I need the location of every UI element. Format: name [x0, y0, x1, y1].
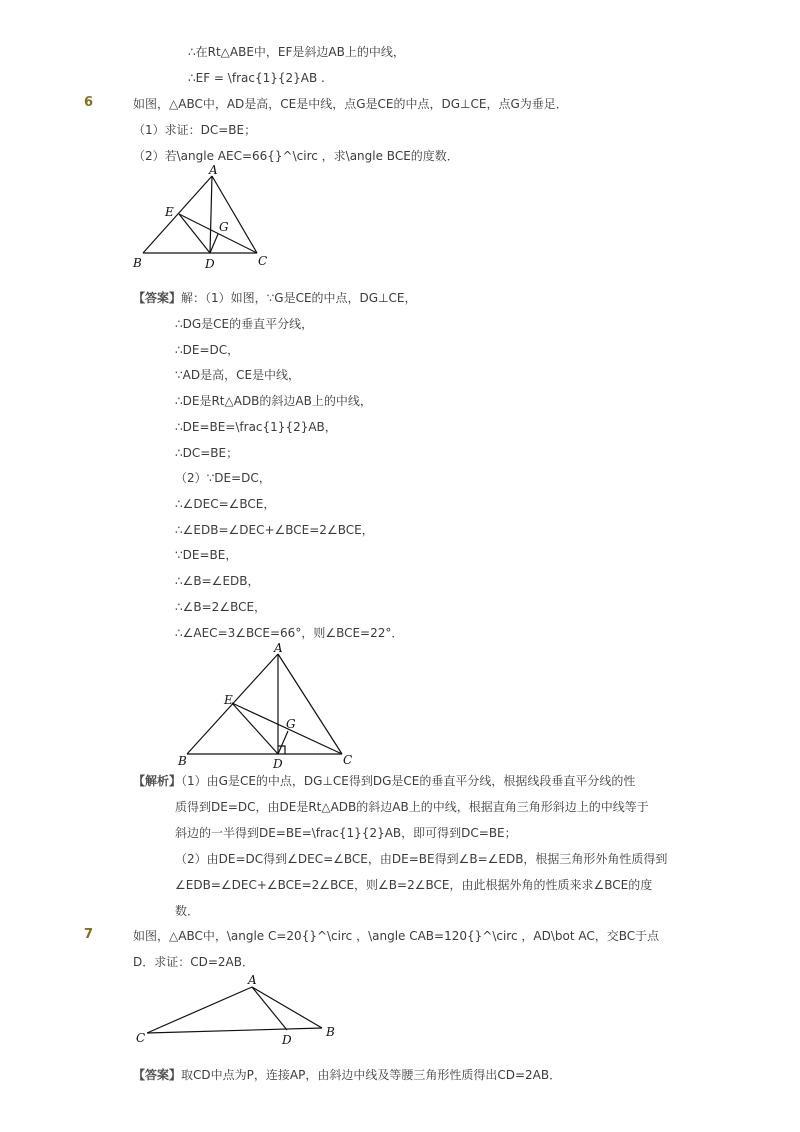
answer-line-13: ∴∠AEC=3∠BCE=66°，则∠BCE=22°．: [175, 626, 404, 640]
answer-figure: [172, 640, 362, 772]
fig6b-segment-dg: [278, 731, 288, 754]
question-6-part-1: （1）求证：DC=BE；: [133, 123, 257, 137]
question-6-number: 6: [84, 95, 94, 110]
analysis-line-3: （2）由DE=DC得到∠DEC=∠BCE，由DE=BE得到∠B=∠EDB，根据三角形外角性质得到: [175, 852, 668, 866]
fig6-altitude-ad: [210, 176, 212, 253]
answer-line: [133, 290, 417, 306]
fig7-label-c: C: [136, 1031, 146, 1045]
answer-line-12: ∴∠B=2∠BCE，: [175, 600, 267, 614]
fig7-side-ab: [252, 987, 322, 1028]
fig6b-label-d: D: [273, 757, 283, 771]
fig6-label-c: C: [258, 254, 268, 268]
fig6-label-d: D: [205, 257, 215, 271]
analysis-tag: 【解析】: [133, 774, 182, 788]
fig6-label-g: G: [219, 220, 229, 234]
q7-answer-line: [133, 1067, 561, 1083]
analysis-line-4: ∠EDB=∠DEC+∠BCE=2∠BCE，则∠B=2∠BCE，由此根据外角的性质来求∠BCE的度: [175, 878, 653, 892]
prev-solution-line-2: ∴EF = \frac{1}{2}AB .: [188, 71, 325, 85]
fig6b-label-g: G: [286, 717, 296, 731]
analysis-line: [133, 773, 635, 789]
q7-answer-tag: 【答案】: [133, 1068, 182, 1082]
answer-line-9: ∴∠EDB=∠DEC+∠BCE=2∠BCE，: [175, 523, 374, 537]
answer-line-0: 解：（1）如图，∵G是CE的中点，DG⊥CE，: [181, 291, 417, 305]
fig6b-segment-de: [232, 703, 278, 754]
question-7-stem-2: D．求证：CD=2AB．: [133, 955, 254, 969]
answer-line-8: ∴∠DEC=∠BCE，: [175, 497, 276, 511]
question-6-figure: [125, 163, 285, 275]
fig7-side-cb: [147, 1028, 322, 1033]
fig7-label-b: B: [326, 1025, 335, 1039]
fig6-label-b: B: [133, 256, 142, 270]
analysis-line-0: （1）由G是CE的中点，DG⊥CE得到DG是CE的垂直平分线，根据线段垂直平分线的性: [181, 774, 636, 788]
question-7-number: 7: [84, 927, 94, 942]
fig6-label-a: A: [209, 163, 218, 177]
fig7-label-d: D: [282, 1033, 292, 1047]
answer-line-4: ∴DE是Rt△ADB的斜边AB上的中线，: [175, 394, 372, 408]
fig6-side-ab: [143, 176, 212, 253]
answer-line-11: ∴∠B=∠EDB，: [175, 574, 260, 588]
answer-line-6: ∴DC=BE；: [175, 446, 239, 460]
answer-tag: 【答案】: [133, 291, 182, 305]
question-6-stem: 如图，△ABC中，AD是高，CE是中线，点G是CE的中点，DG⊥CE，点G为垂足．: [133, 97, 568, 111]
analysis-line-1: 质得到DE=DC，由DE是Rt△ADB的斜边AB上的中线，根据直角三角形斜边上的中线等于: [175, 800, 649, 814]
fig6-segment-de: [179, 214, 210, 253]
fig7-label-a: A: [248, 973, 257, 987]
question-7-stem-1: 如图，△ABC中，\angle C=20{}^\circ ，\angle CAB=120{}^\circ ，AD\bot AC，交BC于点: [133, 929, 660, 943]
fig7-segment-ad: [252, 987, 287, 1030]
analysis-line-5: 数．: [175, 904, 200, 918]
answer-line-1: ∴DG是CE的垂直平分线，: [175, 317, 314, 331]
fig6b-label-a: A: [274, 641, 283, 655]
question-7-figure: [130, 970, 350, 1050]
answer-line-5: ∴DE=BE=\frac{1}{2}AB，: [175, 420, 337, 434]
fig6b-label-e: E: [224, 693, 233, 707]
fig6-label-e: E: [165, 205, 174, 219]
fig6b-label-b: B: [178, 754, 187, 768]
q7-answer-text: 取CD中点为P，连接AP，由斜边中线及等腰三角形性质得出CD=2AB．: [181, 1068, 562, 1082]
fig6-segment-dg: [210, 234, 218, 253]
analysis-line-2: 斜边的一半得到DE=BE=\frac{1}{2}AB，即可得到DC=BE；: [175, 826, 517, 840]
answer-line-2: ∴DE=DC，: [175, 343, 240, 357]
question-6-part-2: （2）若\angle AEC=66{}^\circ ，求\angle BCE的度数．: [133, 149, 459, 163]
fig6b-label-c: C: [343, 753, 353, 767]
prev-solution-line-1: ∴在Rt△ABE中，EF是斜边AB上的中线，: [188, 45, 405, 59]
answer-line-7: （2）∵DE=DC，: [175, 471, 271, 485]
answer-line-10: ∵DE=BE，: [175, 548, 238, 562]
fig7-side-ca: [147, 987, 252, 1033]
answer-line-3: ∵AD是高，CE是中线，: [175, 368, 301, 382]
